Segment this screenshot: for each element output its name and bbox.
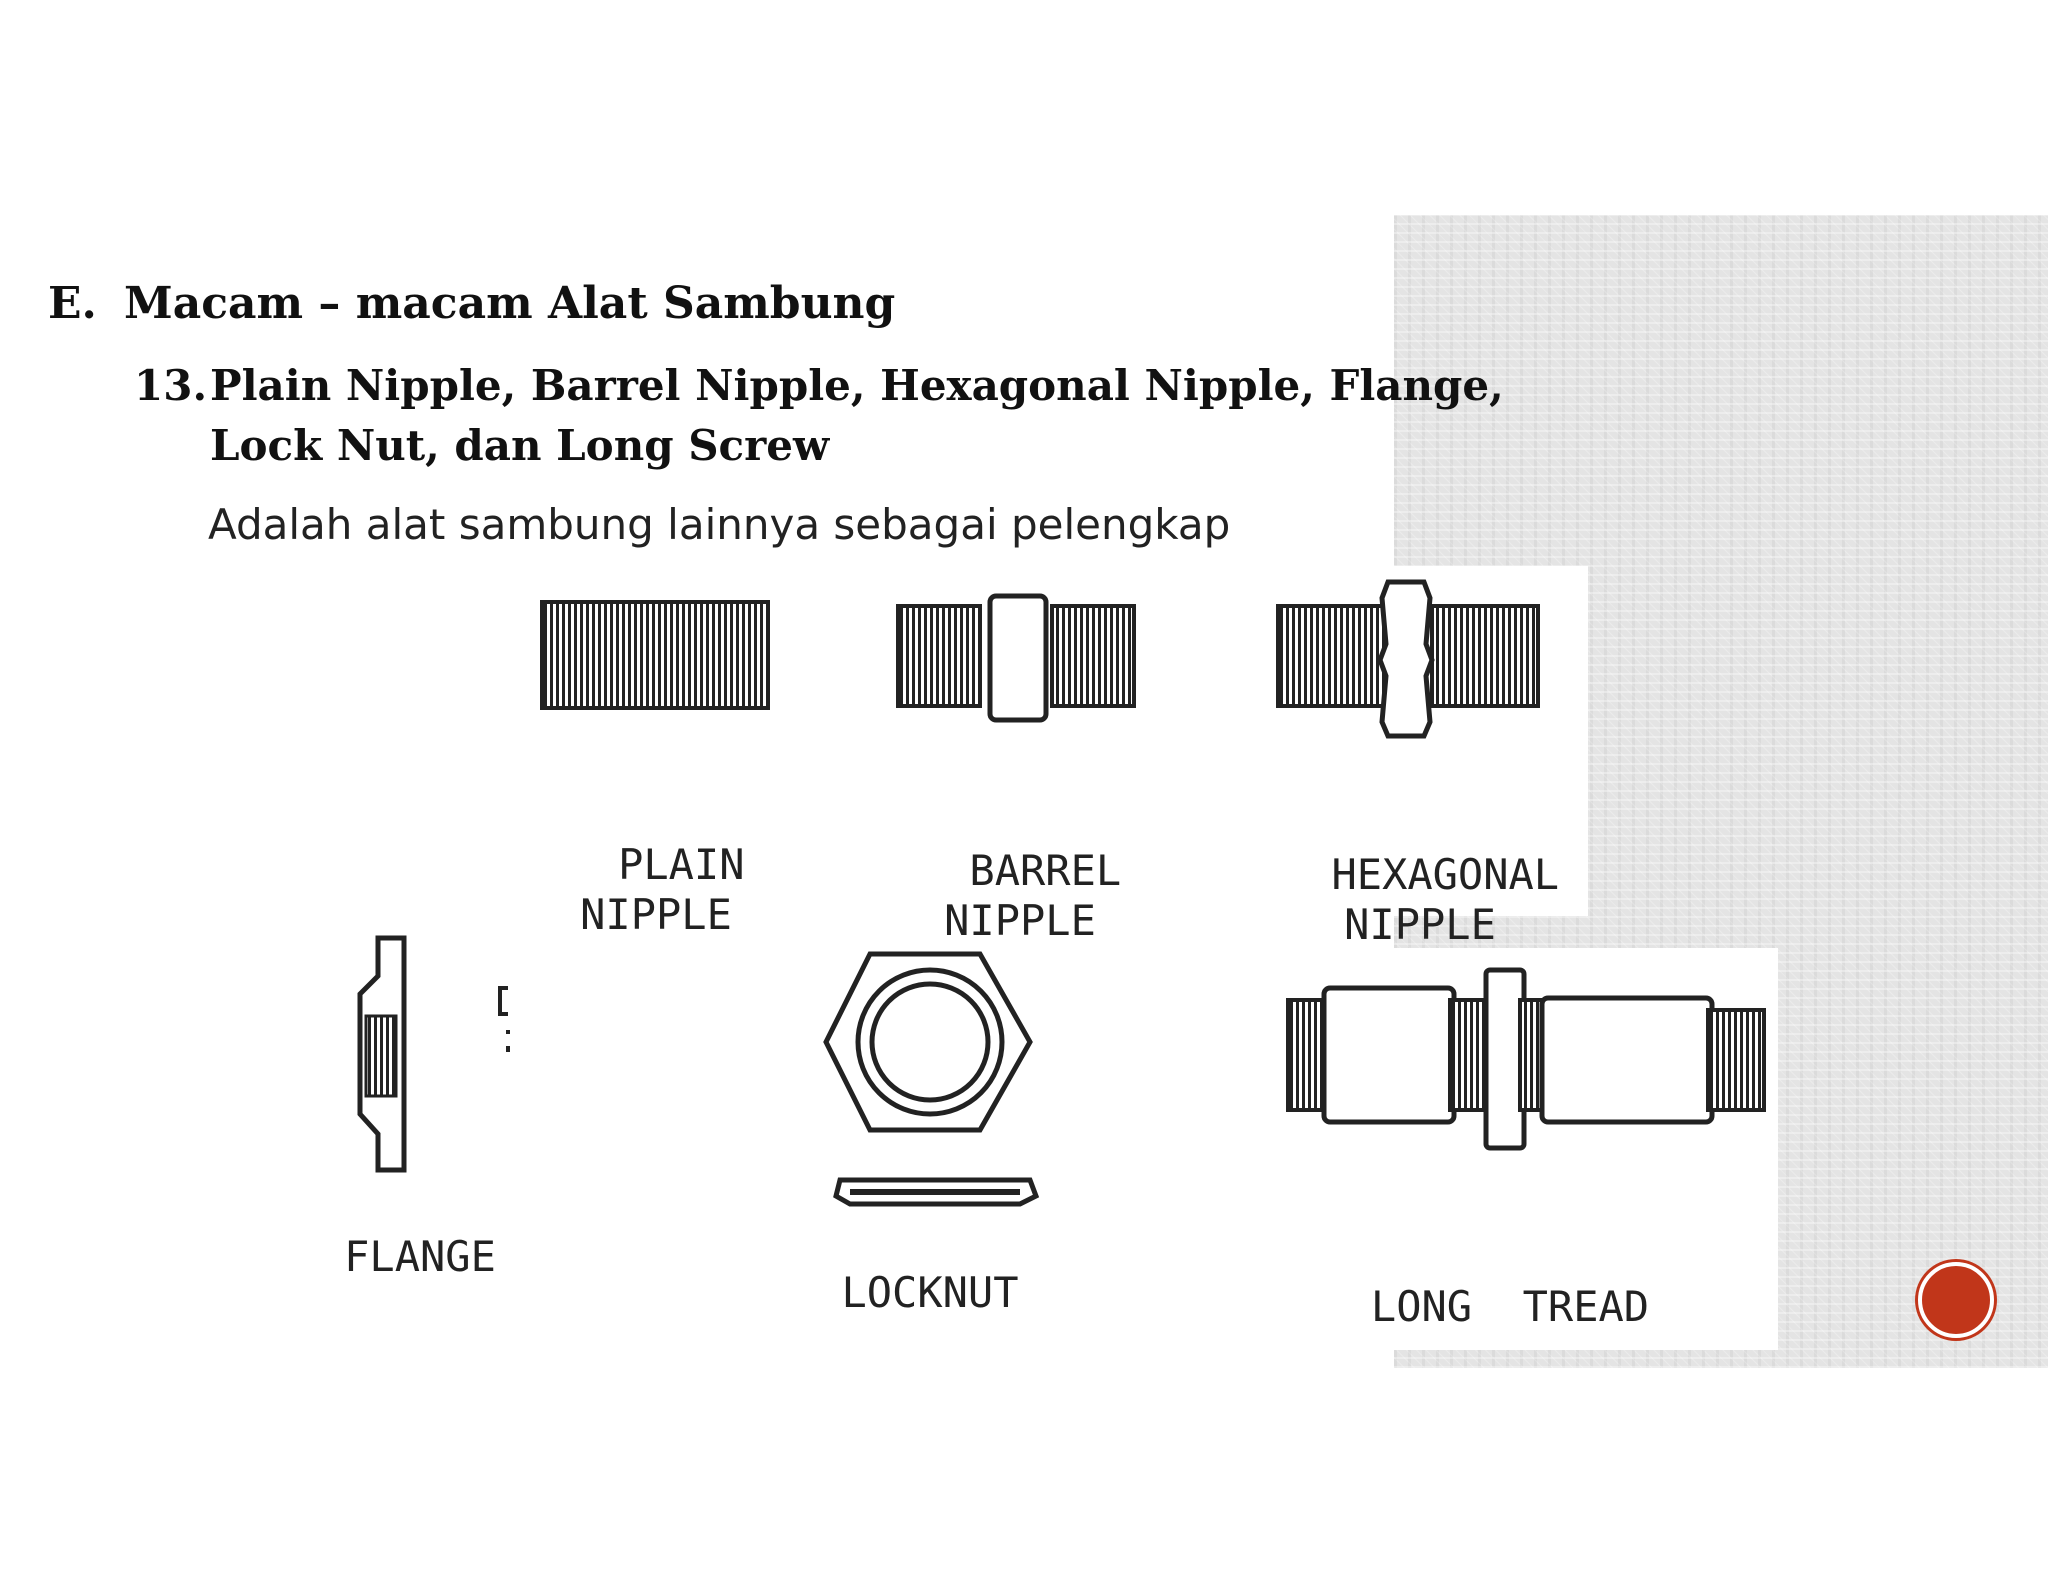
section-number: E.	[48, 278, 97, 329]
item-title-line1: Plain Nipple, Barrel Nipple, Hexagonal Nipple, Flange,	[210, 361, 1504, 410]
description-text: Adalah alat sambung lainnya sebagai pelengkap	[208, 500, 1231, 549]
locknut-caption: LOCKNUT	[841, 1268, 1019, 1317]
plain-nipple-caption-line2: NIPPLE	[580, 890, 732, 939]
barrel-nipple-caption-line2: NIPPLE	[944, 896, 1096, 945]
section-title: Macam – macam Alat Sambung	[124, 278, 896, 329]
flange-drawing	[350, 934, 520, 1174]
hexagonal-nipple-caption-line1: HEXAGONAL	[1331, 850, 1560, 899]
section-heading	[48, 278, 895, 329]
long-tread-caption: LONG TREAD	[1370, 1282, 1650, 1331]
item-heading	[134, 356, 1504, 476]
long-tread-drawing	[1284, 966, 1774, 1152]
barrel-nipple-caption	[900, 796, 1140, 946]
hexagonal-nipple-caption-line2: NIPPLE	[1344, 900, 1496, 949]
plain-nipple-caption	[536, 790, 776, 940]
plain-nipple-caption-line1: PLAIN	[618, 840, 745, 889]
locknut-drawing	[820, 948, 1040, 1208]
slide-accent-circle	[1918, 1262, 1994, 1338]
barrel-nipple-drawing	[894, 592, 1140, 724]
hexagonal-nipple-caption	[1270, 800, 1570, 950]
flange-caption: FLANGE	[344, 1232, 496, 1281]
item-number: 13.	[134, 361, 208, 410]
item-title-line2: Lock Nut, dan Long Screw	[210, 421, 830, 470]
barrel-nipple-caption-line1: BARREL	[969, 846, 1122, 895]
plain-nipple-drawing	[538, 594, 774, 716]
hexagonal-nipple-drawing	[1274, 580, 1544, 740]
